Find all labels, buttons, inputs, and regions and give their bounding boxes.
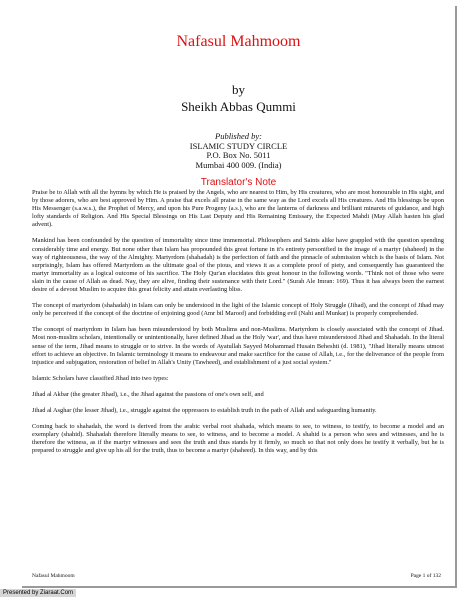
footer-title: Nafasul Mahmoom	[32, 573, 75, 579]
publisher-label: Published by:	[215, 131, 262, 141]
document-page	[22, 6, 457, 588]
paragraph: Jihad al Akbar (the greater Jihad), i.e., the Jihad against the passions of one's own self, and	[32, 390, 264, 398]
publisher-city: Mumbai 400 009. (India)	[195, 159, 282, 170]
publisher-block	[22, 132, 455, 170]
publisher-po-box: P.O. Box No. 5011	[206, 150, 271, 160]
paragraph: The concept of martyrdom (shahadah) in Islam can only be understood in the light of the Islamic concept of Holy Struggle (Jihad), and the concept of Jihad may only be perceived if the concept of the doctrine of enjoining good (Amr bil Maroof) and forbidding evil (Nahi anil Munkar) is properly comprehended.	[32, 302, 444, 318]
body-text	[32, 189, 444, 463]
section-title: Translator's Note	[200, 177, 277, 188]
paragraph: Mankind has been confounded by the question of immortality since time immemorial. Philosophers and Saints alike have grappled with the question spending considerably time and energy. But none other than Islam has propounded this great fortune in it's entirety personified in the image of a martyr (shaheed) in the way of righteousness, the way of the Almighty. Martyrdom (shahadah) is the perfection of faith and the pinnacle of submission which is the basis of Islam. Not surprisingly, Islam has offered Martyrdom as the ultimate goal of the pious, and views it as a complete proof of piety, and consequently has guaranteed the martyr immortality as a logical outcome of his sacrifice. The Holy Qur'an elucidates this great honour in the following words. "Think not of those who were slain in the cause of Allah as dead. Nay, they are alive, finding their sustenance with their Lord." (Surah Ale Imran: 169). Thus it has always been the earnest desire of a devout Muslim to acquire this great felicity and attain everlasting bliss.	[32, 237, 444, 294]
publisher-name: ISLAMIC STUDY CIRCLE	[189, 140, 288, 151]
author-name: Sheikh Abbas Qummi	[181, 99, 296, 114]
paragraph: The concept of martyrdom in Islam has been misunderstood by both Muslims and non-Muslims. Martyrdom is closely associated with the concept of Jihad. Most non-muslim scholars, intentionally or unintentionally, have defined Jihad as the Holy 'war', and thus have misunderstood Jihad and Shahadah. In the literal sense of the term, Jihad means to struggle or to strive. In the words of Ayatullah Sayyed Mohammad Husain Beheshti (d. 1981), "Jihad literally means utmost effort to achieve an objective. In Islamic terminology it means to endeavour and make sacrifice for the cause of Allah, i.e., for the deliverance of the people from injustice and subjugation, restoration of belief in Allah's Unity (Tawheed), and establishment of a just social system."	[32, 326, 444, 366]
paragraph: Islamic Scholars have classified Jihad into two types:	[32, 374, 169, 382]
paragraph: Jihad al Asghar (the lesser Jihad), i.e., struggle against the oppressors to establish truth in the path of Allah and safeguarding humanity.	[32, 406, 377, 414]
by-line: by	[232, 82, 245, 97]
page-number: Page 1 of 132	[410, 573, 441, 579]
presented-by-banner[interactable]: Presented by Ziaraat.Com	[0, 589, 76, 597]
paragraph: Praise be to Allah with all the hymns by which He is praised by the Angels, who are nearest to Him, by His creatures, who are most honourable in His sight, and by those adorers, who are best approved by Him. A praise that excels all praise in the same way as the Lord excels all His creatures. And His blessings be upon His Messenger (s.a.w.s.), the Prophet of Mercy, and upon his Pure Progeny (a.s.), who are the lanterns of darkness and brilliant minarets of guidance, and high lofty standards of Religion. And His Special Blessings on His Last Deputy and His Remaining Emissary, the Expected Mahdi (May Allah hasten his glad advent).	[32, 189, 444, 229]
document-title: Nafasul Mahmoom	[176, 33, 301, 50]
paragraph: Coming back to shahadah, the word is derived from the arabic verbal root shahada, which means to see, to witness, to testify, to become a model and an exemplary (shahid). Shahadah therefore literally means to see, to witness, and to become a model. A shahid is a person who sees and witnesses, and he is therefore the witness, as if the martyr witnesses and sees the truth and thus stands by it firmly, so much so that not only does he testify it verbally, but he is prepared to struggle and give up his all for the truth, thus to become a martyr (shaheed). In this way, and by this	[32, 423, 444, 455]
